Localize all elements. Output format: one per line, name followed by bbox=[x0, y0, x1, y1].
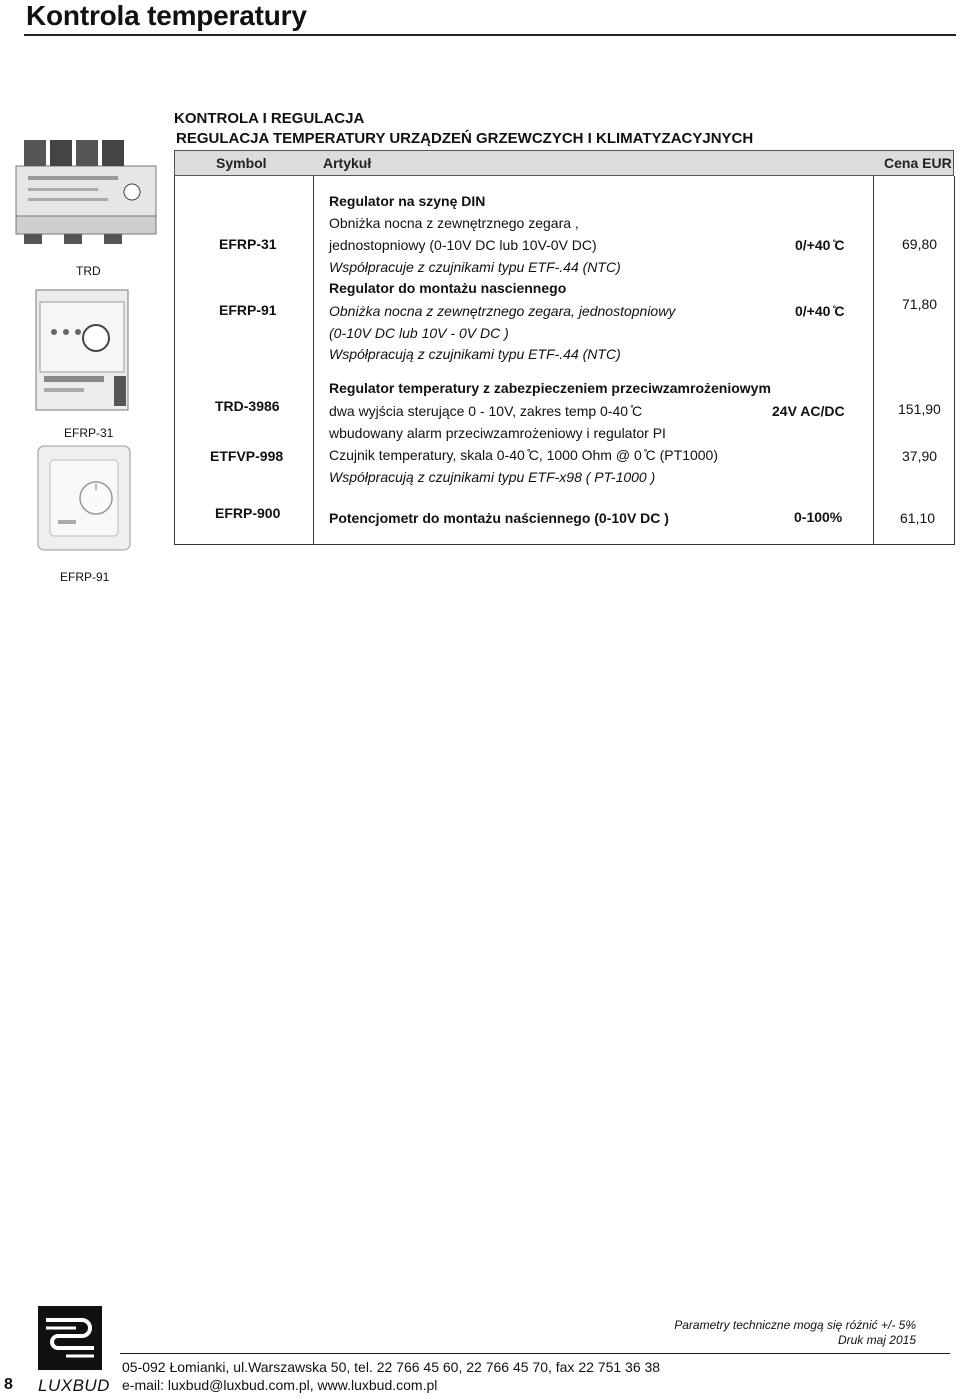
image-label-trd: TRD bbox=[76, 264, 101, 278]
article-line: Obniżka nocna z zewnętrznego zegara , bbox=[329, 215, 579, 231]
article-line: Współpracuje z czujnikami typu ETF-.44 (NTC) bbox=[329, 259, 621, 275]
article-line: (0-10V DC lub 10V - 0V DC ) bbox=[329, 325, 509, 341]
range-value: 24V AC/DC bbox=[772, 403, 845, 419]
efrp91-wall-regulator-image bbox=[36, 444, 132, 552]
article-line: Czujnik temperatury, skala 0-40 ̊C, 1000 Ohm @ 0 ̊C (PT1000) bbox=[329, 447, 718, 463]
footer-note: Parametry techniczne mogą się różnić +/- 5% bbox=[674, 1318, 916, 1332]
table-header bbox=[174, 150, 954, 176]
price-value: 71,80 bbox=[902, 296, 938, 312]
article-line: wbudowany alarm przeciwzamrożeniowy i regulator PI bbox=[329, 425, 666, 441]
image-label-efrp31: EFRP-31 bbox=[64, 426, 114, 440]
range-value: 0/+40 ̊C bbox=[795, 303, 845, 319]
footer-address: 05-092 Łomianki, ul.Warszawska 50, tel. 22 766 45 60, 22 766 45 70, fax 22 751 36 38 bbox=[122, 1359, 661, 1375]
footer-print-date: Druk maj 2015 bbox=[837, 1333, 916, 1347]
price-table bbox=[174, 176, 955, 545]
article-line: Regulator temperatury z zabezpieczeniem przeciwzamrożeniowym bbox=[329, 380, 771, 396]
article-line: Współpracują z czujnikami typu ETF-.44 (NTC) bbox=[329, 346, 621, 362]
range-value: 0-100% bbox=[794, 509, 843, 525]
luxbud-logo-icon bbox=[36, 1304, 104, 1372]
column-divider bbox=[313, 176, 314, 544]
article-line: Regulator do montażu nasciennego bbox=[329, 280, 567, 296]
price-value: 37,90 bbox=[902, 448, 938, 464]
symbol-efrp900: EFRP-900 bbox=[215, 505, 281, 521]
article-line: jednostopniowy (0-10V DC lub 10V-0V DC) bbox=[329, 237, 597, 253]
symbol-efrp91: EFRP-91 bbox=[219, 302, 277, 318]
column-divider bbox=[873, 176, 874, 544]
column-header-article: Artykuł bbox=[323, 155, 372, 171]
price-value: 151,90 bbox=[898, 401, 941, 417]
efrp31-regulator-image bbox=[34, 288, 130, 412]
logo-text: LUXBUD bbox=[38, 1376, 110, 1395]
symbol-etfvp998: ETFVP-998 bbox=[210, 448, 284, 464]
title-divider bbox=[24, 34, 956, 36]
price-value: 69,80 bbox=[902, 236, 938, 252]
article-line: Potencjometr do montażu naściennego (0-10V DC ) bbox=[329, 510, 669, 526]
article-line: Obniżka nocna z zewnętrznego zegara, jednostopniowy bbox=[329, 303, 676, 319]
article-line: Współpracują z czujnikami typu ETF-x98 ( PT-1000 ) bbox=[329, 469, 656, 485]
price-value: 61,10 bbox=[900, 510, 936, 526]
column-header-price: Cena EUR bbox=[884, 155, 952, 171]
section-subtitle: REGULACJA TEMPERATURY URZĄDZEŃ GRZEWCZYCH I KLIMATYZACYJNYCH bbox=[176, 130, 754, 147]
footer-contact: e-mail: luxbud@luxbud.com.pl, www.luxbud.com.pl bbox=[122, 1377, 438, 1393]
symbol-trd3986: TRD-3986 bbox=[215, 398, 280, 414]
page-title: Kontrola temperatury bbox=[26, 0, 307, 31]
symbol-efrp31: EFRP-31 bbox=[219, 236, 277, 252]
image-label-efrp91: EFRP-91 bbox=[60, 570, 110, 584]
range-value: 0/+40 ̊C bbox=[795, 237, 845, 253]
footer-divider bbox=[120, 1353, 950, 1354]
article-line: dwa wyjścia sterujące 0 - 10V, zakres temp 0-40 ̊C bbox=[329, 403, 643, 419]
trd-din-regulator-image bbox=[14, 136, 160, 246]
column-header-symbol: Symbol bbox=[216, 155, 267, 171]
page-number: 8 bbox=[4, 1376, 13, 1393]
article-line: Regulator na szynę DIN bbox=[329, 193, 486, 209]
section-title: KONTROLA I REGULACJA bbox=[174, 110, 365, 127]
